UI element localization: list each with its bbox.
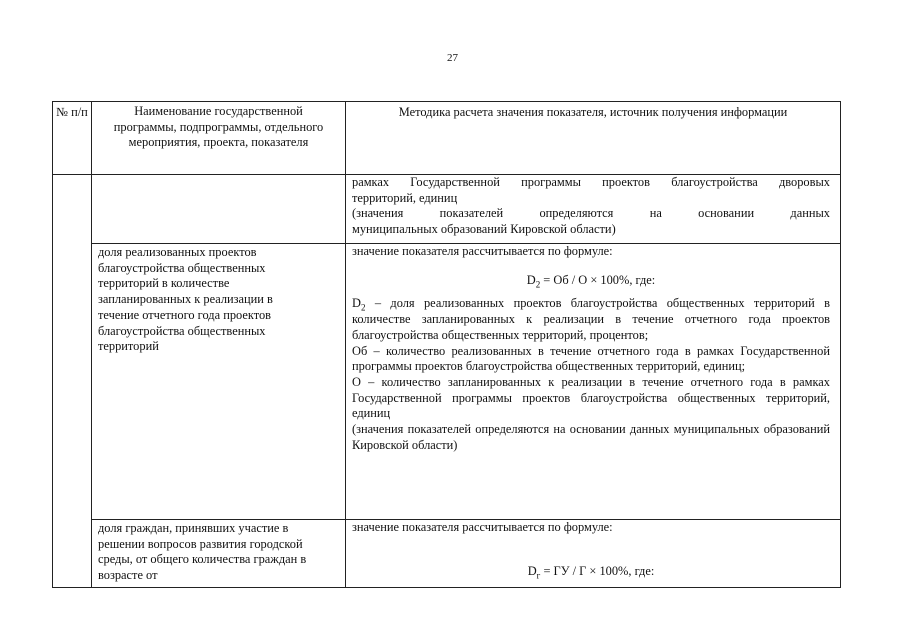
- indicator-name-cell: [92, 520, 346, 588]
- page-number: 27: [447, 52, 458, 64]
- definition-d2: $D_2$ – доля реализованных проектов благоустройства общественных территорий в количестве запланированных к реализации в течение отчетного года проектов благоустройства общественных территорий, процентов;: [352, 296, 830, 342]
- method-line: муниципальных образований Кировской области): [352, 222, 616, 237]
- header-name-cell: Наименование государственной программы, подпрограммы, отдельного мероприятия, проекта, показателя: [92, 102, 346, 175]
- method-line: рамках Государственной программы проектов благоустройства дворовых: [352, 175, 830, 189]
- table-header-row: [53, 102, 841, 175]
- method-line: (значения показателей определяются на основании данных: [352, 206, 830, 221]
- header-number-cell: № п/п: [53, 102, 92, 175]
- methodology-cell: [346, 244, 841, 520]
- header-method-cell: Методика расчета значения показателя, источник получения информации: [346, 102, 841, 175]
- definition-ob: Об – количество реализованных в течение отчетного года в рамках Государственной программы проектов благоустройства общественных территорий, единиц;: [352, 343, 830, 374]
- method-line: территорий, единиц: [352, 190, 458, 205]
- formula-intro: значение показателя рассчитывается по формуле:: [352, 520, 613, 534]
- indicator-name-cell: [92, 244, 346, 520]
- formula: $D_г$ = ГУ / Г × 100%, где:: [527, 563, 655, 581]
- indicator-name-cell: [92, 175, 346, 244]
- methodology-cell: [346, 175, 841, 244]
- methodology-cell: [346, 520, 841, 588]
- indicator-methodology-table: [52, 101, 841, 588]
- formula: $D_2$ = Об / О × 100%, где:: [526, 272, 656, 290]
- table-row: [53, 175, 841, 244]
- data-source-note: (значения показателей определяются на основании данных муниципальных образований Кировской области): [352, 422, 830, 452]
- table-row: [53, 244, 841, 520]
- formula-intro: значение показателя рассчитывается по формуле:: [352, 244, 613, 258]
- row-number-cell: [53, 175, 92, 588]
- indicator-name: доля граждан, принявших участие в решении вопросов развития городской среды, от общего количества граждан в возрасте от: [98, 521, 307, 583]
- table-row: [53, 520, 841, 588]
- definition-o: О – количество запланированных к реализации в течение отчетного года в рамках Государственной программы проектов благоустройства общественных территорий, единиц: [352, 374, 830, 421]
- indicator-name: доля реализованных проектов благоустройства общественных территорий в количестве запланированных к реализации в течение отчетного года проектов благоустройства общественных территорий: [98, 245, 273, 354]
